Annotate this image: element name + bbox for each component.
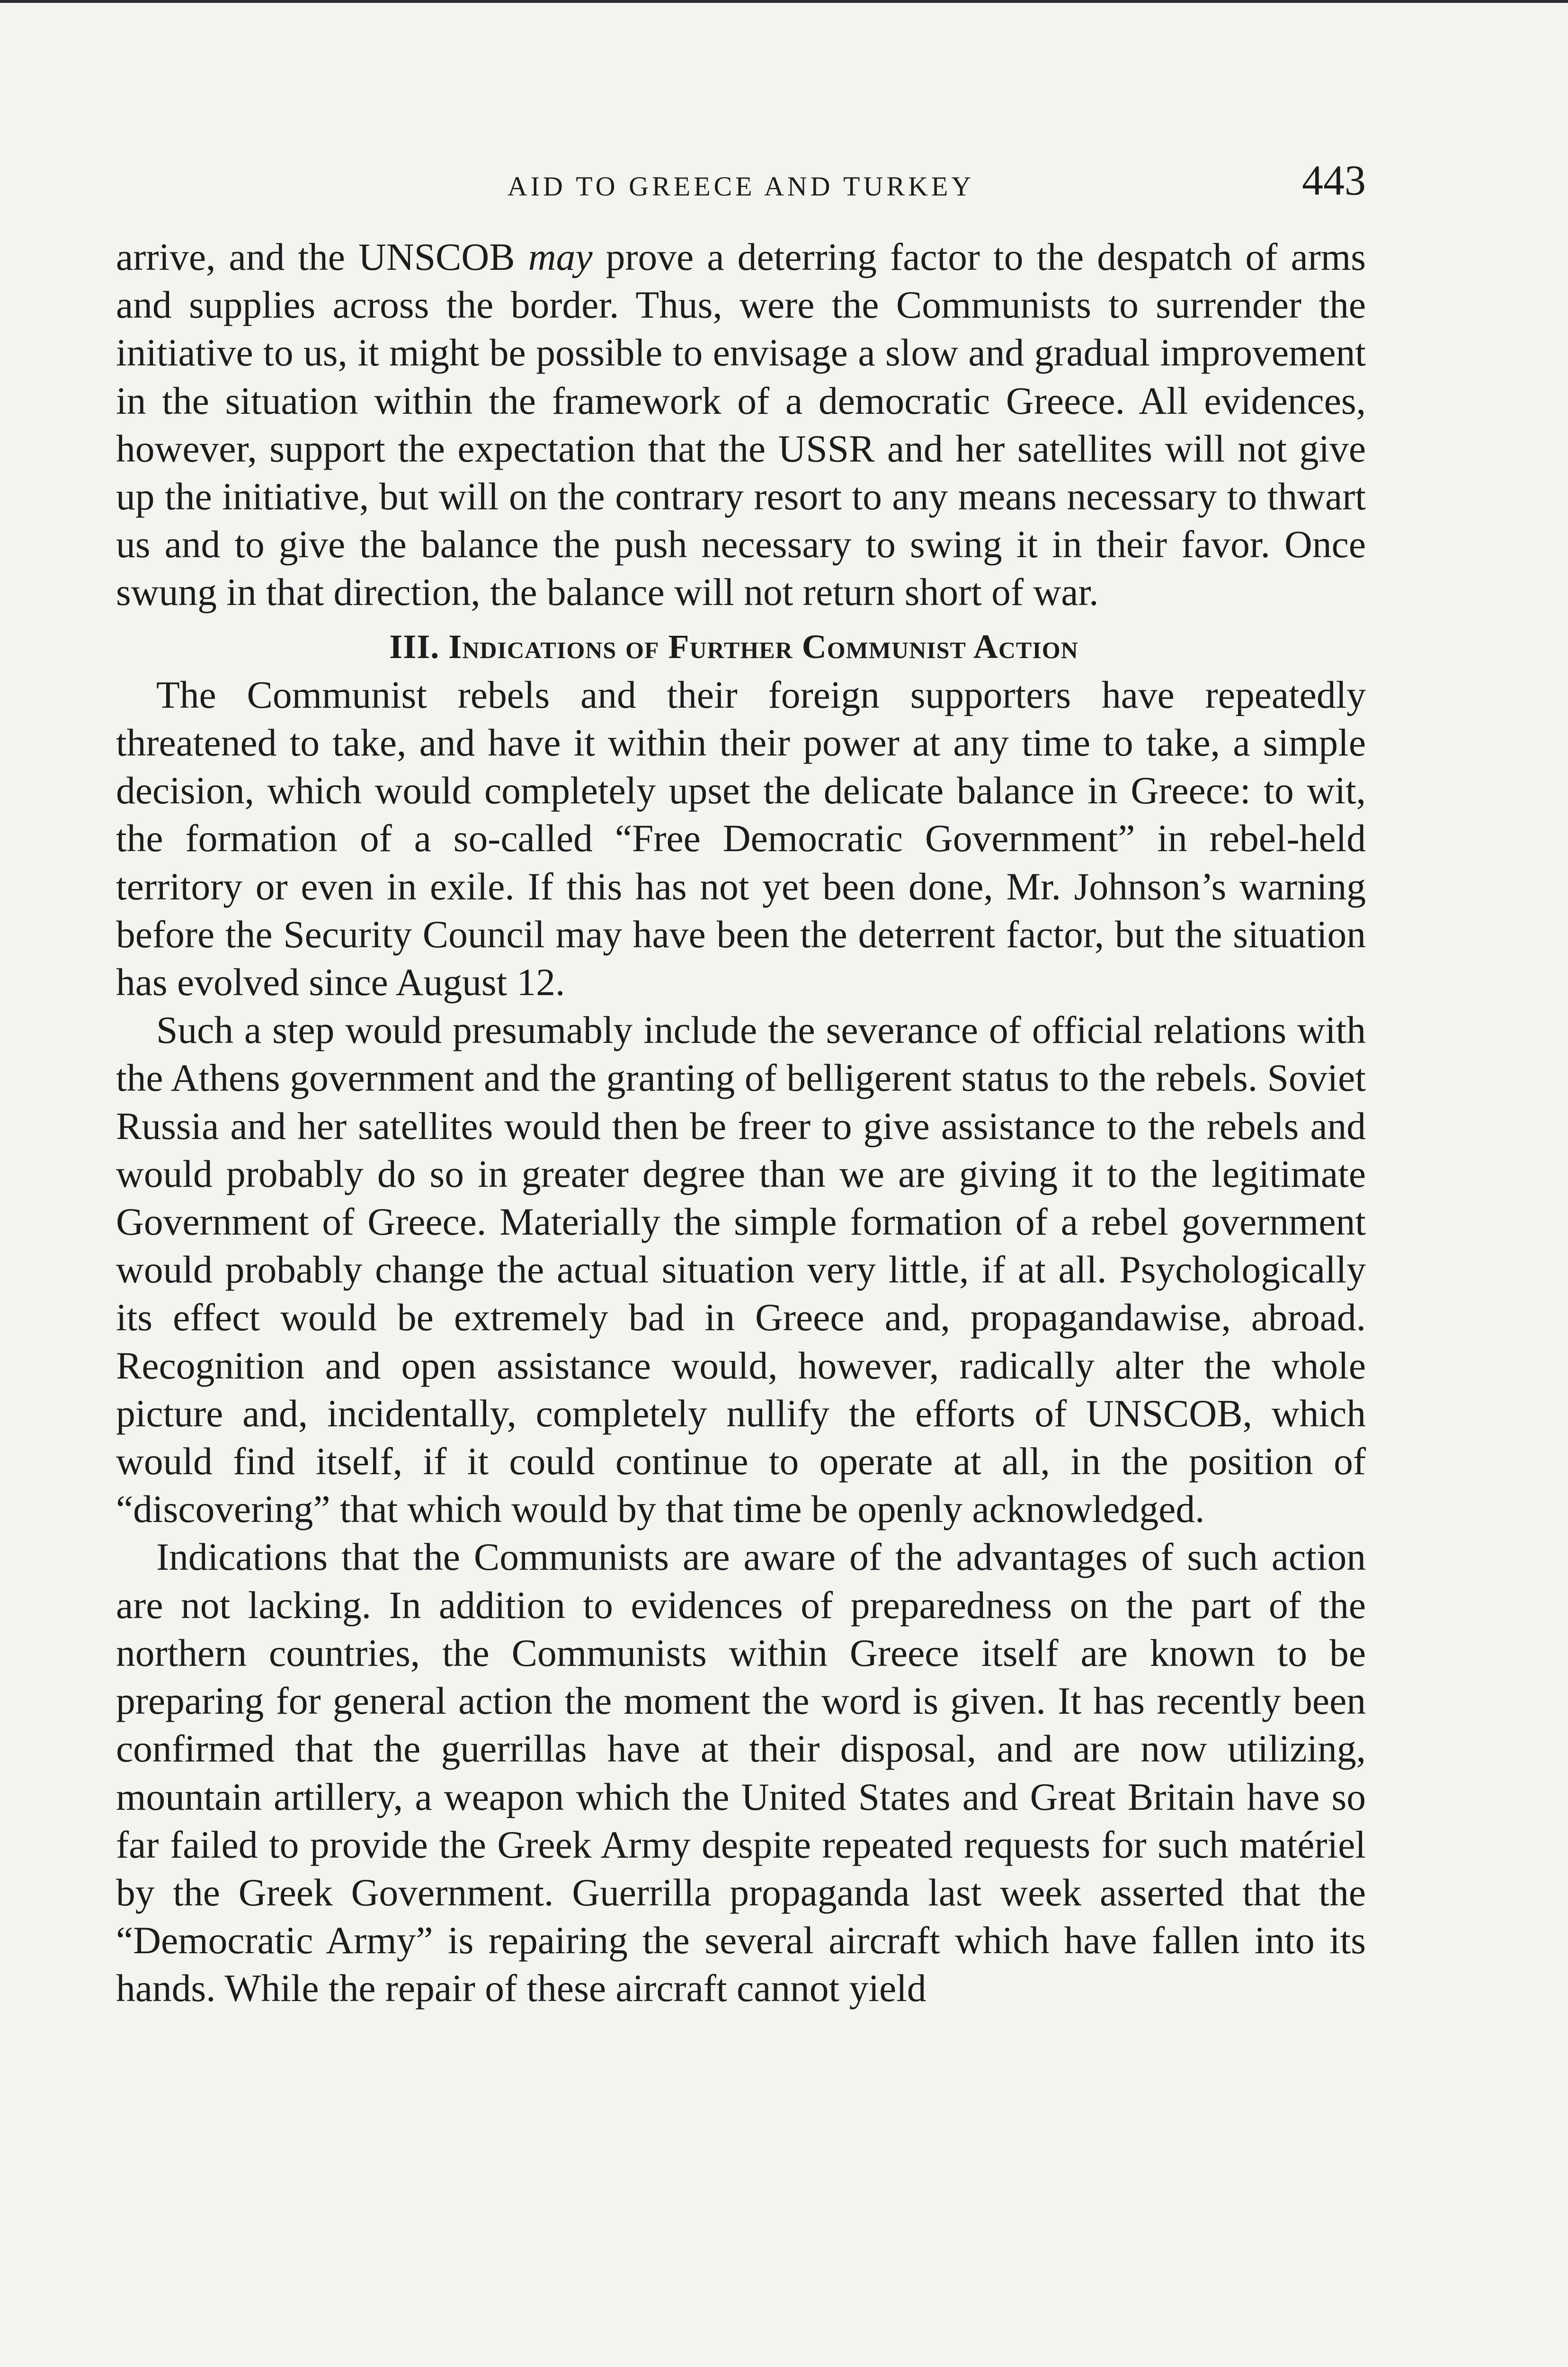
paragraph-1-start: arrive, and the UNSCOB — [116, 235, 528, 278]
paragraph-1 — [116, 233, 1366, 616]
section-heading: III. Indications of Further Communist Action — [389, 627, 1078, 666]
page-top-edge — [0, 0, 1568, 3]
paragraph-1-rest: prove a deterring factor to the despatch of arms and supplies across the border. Thus, were the Communists to surrender the initiative to us, it might be possible to envisage a slow and gradual improvement in the situation within the framework of a democratic Greece. All evidences, however, support the expectation that the USSR and her satellites will not give up the initiative, but will on the contrary resort to any means necessary to thwart us and to give the balance the push necessary to swing it in their favor. Once swung in that direction, the balance will not return short of war. — [116, 235, 1366, 614]
page-header — [116, 156, 1366, 208]
paragraph-3: Such a step would presumably include the severance of official relations with the Athens government and the granting of belligerent status to the rebels. Soviet Russia and her satellites would then be freer to give assistance to the rebels and would probably do so in greater degree than we are giving it to the legitimate Government of Greece. Materially the simple formation of a rebel government would probably change the actual situation very little, if at all. Psychologically its effect would be extremely bad in Greece and, propagandawise, abroad. Recognition and open assistance would, however, radically alter the whole picture and, incidentally, completely nullify the efforts of UNSCOB, which would find itself, if it could continue to operate at all, in the position of “discovering” that which would by that time be openly acknowledged. — [116, 1008, 1366, 1531]
page-number: 443 — [1302, 157, 1366, 204]
italic-word: may — [528, 235, 593, 278]
paragraph-4: Indications that the Communists are aware of the advantages of such action are not lacking. In addition to evidences of preparedness on the part of the northern countries, the Communists within Greece itself are known to be preparing for general action the moment the word is given. It has recently been confirmed that the guerrillas have at their disposal, and are now utilizing, mountain artillery, a weapon which the United States and Great Britain have so far failed to provide the Greek Army despite repeated requests for such matériel by the Greek Government. Guerrilla propaganda last week asserted that the “Democratic Army” is repairing the several aircraft which have fallen into its hands. While the repair of these aircraft cannot yield — [116, 1535, 1366, 2010]
main-text — [116, 233, 1366, 2012]
running-head: AID TO GREECE AND TURKEY — [507, 171, 975, 202]
paragraph-2: The Communist rebels and their foreign supporters have repeatedly threatened to take, and have it within their power at any time to take, a simple decision, which would completely upset the delicate balance in Greece: to wit, the formation of a so-called “Free Democratic Government” in rebel-held territory or even in exile. If this has not yet been done, Mr. Johnson’s warning before the Security Council may have been the deterrent factor, but the situation has evolved since August 12. — [116, 673, 1366, 1004]
